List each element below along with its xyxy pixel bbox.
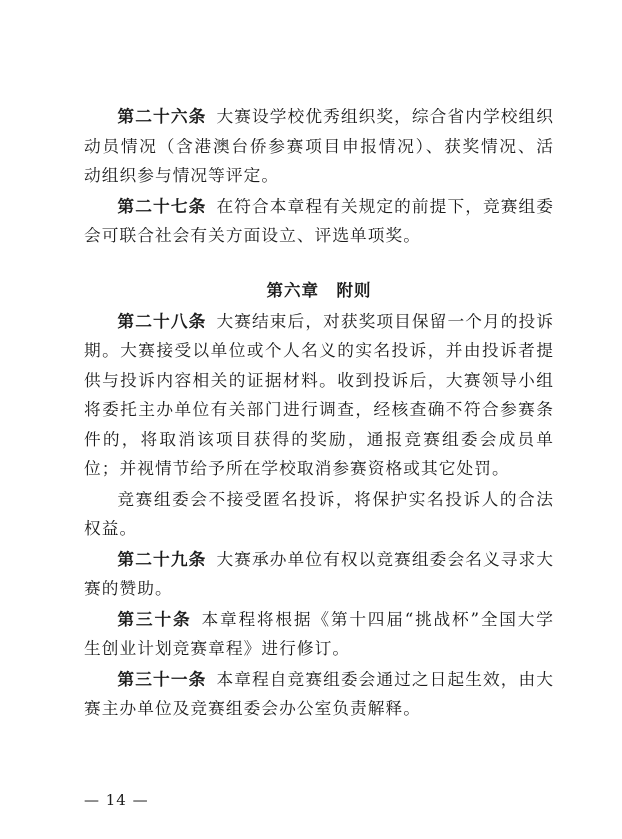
article-31 [84, 665, 554, 724]
article-26 [84, 102, 554, 191]
article-30-text: 本章程将根据《第十四届“挑战杯”全国大学生创业计划竞赛章程》进行修订。 [84, 608, 554, 658]
page-number: — 14 — [84, 791, 149, 809]
document-content [84, 102, 554, 725]
article-30-heading: 第三十条 [117, 608, 192, 629]
article-28-heading: 第二十八条 [117, 310, 207, 331]
chapter-title: 第六章 附则 [266, 280, 372, 300]
article-29-heading: 第二十九条 [117, 548, 207, 569]
article-30 [84, 605, 554, 664]
article-29-text: 大赛承办单位有权以竞赛组委会名义寻求大赛的赞助。 [84, 548, 555, 598]
article-29 [84, 545, 554, 604]
article-27-text: 在符合本章程有关规定的前提下，竞赛组委会可联合社会有关方面设立、评选单项奖。 [84, 195, 555, 245]
article-28-text: 大赛结束后，对获奖项目保留一个月的投诉期。大赛接受以单位或个人名义的实名投诉，并由投诉者提供与投诉内容相关的证据材料。收到投诉后，大赛领导小组将委托主办单位有关部门进行调查，经核查确不符合参赛条件的，将取消该项目获得的奖励，通报竞赛组委会成员单位；并视情节给予所在学校取消参赛资格或其它处罚。 [84, 310, 555, 478]
article-28-paragraph: 竞赛组委会不接受匿名投诉，将保护实名投诉人的合法权益。 [84, 488, 554, 538]
article-27-heading: 第二十七条 [117, 195, 207, 216]
article-26-heading: 第二十六条 [117, 106, 207, 126]
article-31-heading: 第三十一条 [117, 668, 207, 689]
article-27 [84, 192, 554, 251]
article-28 [84, 307, 554, 484]
article-31-text: 本章程自竞赛组委会通过之日起生效，由大赛主办单位及竞赛组委会办公室负责解释。 [84, 668, 555, 718]
article-26-text: 大赛设学校优秀组织奖，综合省内学校组织动员情况（含港澳台侨参赛项目申报情况）、获奖情况、活动组织参与情况等评定。 [84, 106, 555, 185]
